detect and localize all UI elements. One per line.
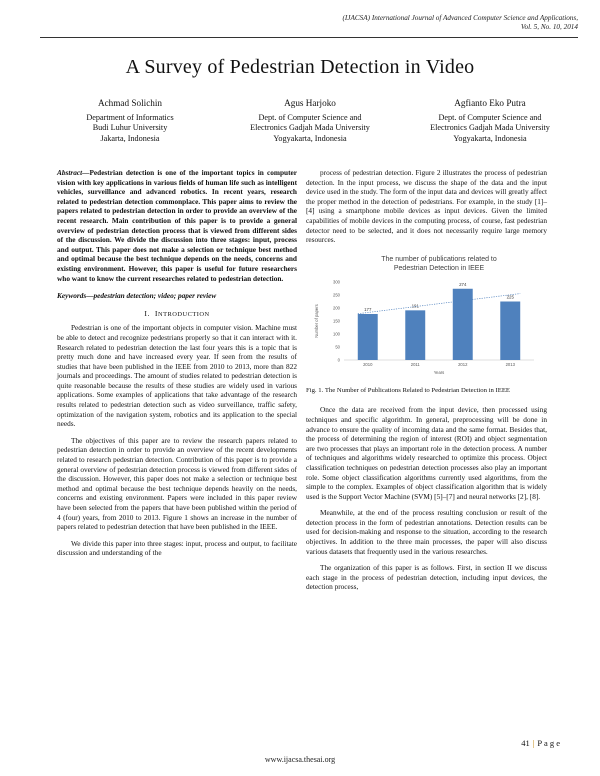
y-axis-label: Number of papers	[314, 303, 319, 338]
author-2	[220, 98, 400, 144]
journal-header-line1: (IJACSA) International Journal of Advanced Computer Science and Applications,	[342, 14, 578, 22]
section-title-rest: NTRODUCTION	[157, 310, 210, 318]
bar-data-label: 274	[459, 281, 467, 287]
paper-title: A Survey of Pedestrian Detection in Video	[125, 56, 475, 78]
author-affiliation: Yogyakarta, Indonesia	[273, 133, 347, 143]
y-tick-label: 250	[333, 292, 340, 298]
figure-1	[306, 252, 547, 380]
body-paragraph: Pedestrian is one of the important objects in computer vision. Machine must be able to detect and recognize pedestrians properly so that it can interact with it. Research related to pedestrian detection the last four years this is a topic that is pretty much done and have increased every year. If seen from the results of studies that have been published in the IEEE from 2010 to 2013, more than 822 journals and proceedings. The amount of studies related to pedestrian detection is quite reasonable because the results of these studies are widely used in various applications. Some examples of applications that take advantage of the research results related to pedestrian detection such as video surveillance, traffic safety, optimization of the navigation system, robotics and its application to the special needs.	[57, 323, 297, 429]
section-heading-introduction	[57, 309, 297, 320]
author-name: Agfianto Eko Putra	[454, 98, 526, 108]
section-title-initial: I	[154, 308, 158, 318]
author-name: Achmad Solichin	[97, 98, 163, 108]
author-affiliation: Electronics Gadjah Mada University	[430, 123, 550, 132]
author-affiliation: Dept. of Computer Science and	[258, 112, 362, 122]
author-affiliation: Electronics Gadjah Mada University	[250, 123, 370, 132]
x-tick-label: 2010	[363, 361, 373, 367]
bar	[358, 314, 378, 360]
author-affiliation: Department of Informatics	[86, 112, 174, 122]
bar-data-label: 191	[411, 303, 419, 309]
header-rule	[40, 37, 578, 38]
publications-bar-chart	[306, 252, 547, 380]
keywords: Keywords—pedestrian detection; video; paper review	[57, 291, 217, 301]
y-tick-label: 100	[333, 331, 340, 337]
body-paragraph: Meanwhile, at the end of the process resulting conclusion or result of the detection process in the form of pedestrian annotations. Detection results can be used for decision-making and response to the situation, according to the research objectives. In addition to the three main processes, the paper will also discuss various datasets that frequently used in the various researches.	[306, 508, 547, 556]
bar	[500, 301, 520, 360]
y-tick-label: 150	[333, 318, 340, 324]
x-tick-label: 2012	[458, 361, 468, 367]
author-affiliation: Yogyakarta, Indonesia	[453, 133, 527, 143]
journal-header	[238, 14, 578, 32]
abstract-text: —Pedestrian detection is one of the important topics in computer vision with key applications in various fields of human life such as intelligent vehicles, surveillance and advanced robotics. In recent years, research related to pedestrian detection commonplace. This paper aims to review the papers related to pedestrian detection in order to provide an overview of the recent research. Main contribution of this paper is to provide a general overview of pedestrian detection process that is viewed from different sides of the discussion. We divide the discussion into three stages: input, process and output. This paper does not make a selection or technique best method and optimal because the best technique depends on the needs, concerns and existing environment. However, this paper is useful for future researchers who want to know the current researches related to pedestrian detection.	[57, 168, 297, 283]
chart-title: The number of publications related to	[381, 255, 497, 263]
page-number-value: 41	[521, 738, 530, 748]
bar	[405, 310, 425, 360]
footer-url: www.ijacsa.thesai.org	[264, 755, 336, 764]
body-paragraph: We divide this paper into three stages: input, process and output, to facilitate discussion and understanding of the	[57, 538, 297, 558]
abstract-label: Abstract	[57, 168, 83, 177]
author-1	[40, 98, 220, 144]
right-column	[306, 168, 547, 599]
y-tick-label: 200	[333, 305, 340, 311]
y-tick-label: 300	[333, 279, 340, 285]
y-tick-label: 0	[337, 357, 340, 363]
x-axis-label: Years	[433, 369, 445, 375]
page-label: P a g e	[537, 738, 560, 748]
body-paragraph: process of pedestrian detection. Figure 2 illustrates the process of pedestrian detection. In the input process, we discuss the shape of the data and the input device used in the study. The form of the input data and devices will greatly affect the proper method in the detection of pedestrians. For example, in the study [1]–[4] using a smartphone mobile devices as input devices. Given the limited capabilities of mobile devices in the computing process, of course, fast pedestrian detector need to be selected, and it does not necessarily require large memory resources.	[306, 168, 547, 245]
author-3	[400, 98, 580, 144]
body-paragraph: The organization of this paper is as follows. First, in section II we discuss each stage in the process of pedestrian detection, including input devices, the detection process,	[306, 563, 547, 592]
page-number-separator: |	[532, 738, 535, 748]
author-affiliation: Budi Luhur University	[92, 123, 168, 132]
page-number	[521, 738, 560, 748]
author-block	[40, 98, 580, 144]
x-tick-label: 2011	[410, 361, 420, 367]
author-affiliation: Jakarta, Indonesia	[100, 133, 160, 143]
left-column	[57, 168, 297, 565]
bar-data-label: 225	[506, 294, 514, 300]
journal-header-line2: Vol. 5, No. 10, 2014	[520, 23, 578, 31]
author-affiliation: Dept. of Computer Science and	[438, 112, 542, 122]
chart-title: Pedestrian Detection in IEEE	[393, 264, 485, 272]
bar-data-label: 177	[364, 306, 372, 312]
body-paragraph: Once the data are received from the input device, then processed using techniques and specific algorithm. In general, preprocessing will be done in advance to ensure the quality of incoming data and the same format. Besides that, the process of determining the region of interest (ROI) and object segmentation are two processes that plays an important role in the detection process. A number of techniques and algorithms widely researched to optimize this process. Object classification techniques on pedestrian detection processes also play an important role. Some object classification algorithms currently used algorithms, from the simple to the complex. Examples of object classification algorithm that is widely used is the Support Vector Machine (SVM) [5]–[7] and neural networks [2], [8].	[306, 405, 547, 501]
x-tick-label: 2013	[505, 361, 515, 367]
figure-caption: Fig. 1. The Number of Publications Related to Pedestrian Detection in IEEE	[306, 386, 510, 394]
y-tick-label: 50	[335, 344, 340, 350]
author-name: Agus Harjoko	[284, 98, 336, 108]
abstract	[57, 168, 297, 283]
bar	[453, 289, 473, 360]
trend-line	[358, 293, 520, 313]
section-numeral: I.	[144, 308, 150, 318]
body-paragraph: The objectives of this paper are to review the research papers related to pedestrian detection in order to provide an overview of the recent developments related to research pedestrian detection. Contribution of this paper is to provide a general overview of pedestrian detection process is viewed from different sides of the discussion. However, this paper does not make a selection or technique best method and optimal because the best technique depends heavily on the needs, concerns and existing environment. Papers were included in this paper review have been selected from the papers that have been published within the period of 4 (four) years, from 2010 to 2013. Figure 1 shows an increase in the number of papers related to pedestrian detection that have been published in the IEEE.	[57, 435, 297, 532]
